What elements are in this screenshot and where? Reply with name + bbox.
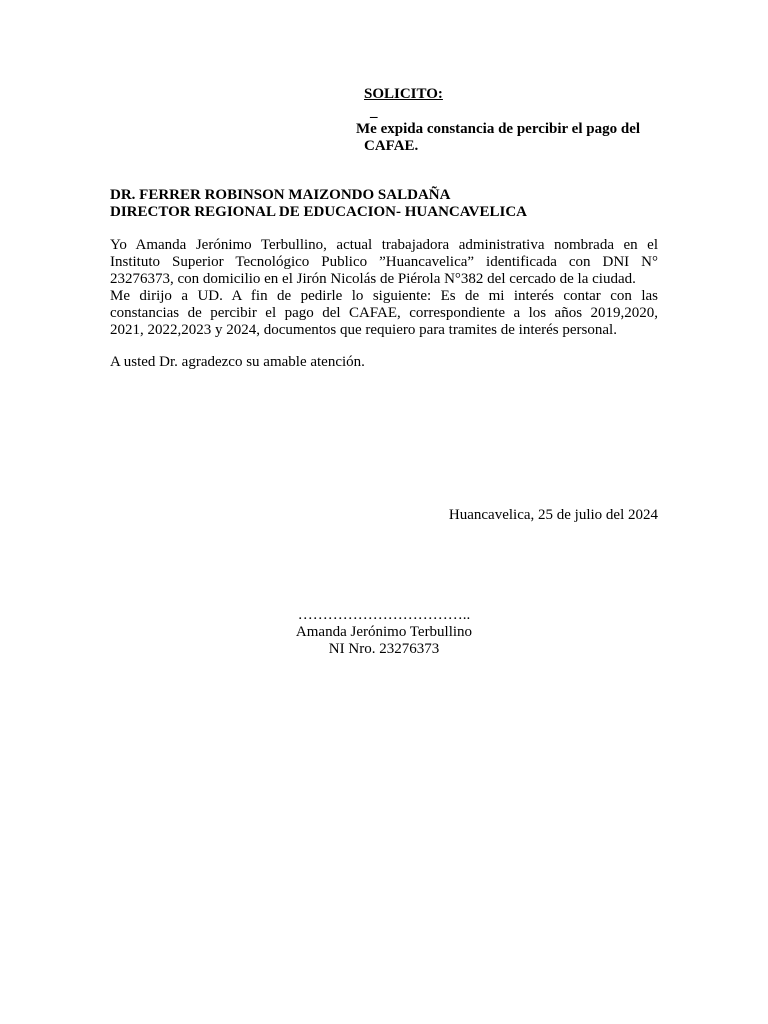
body-paragraph bbox=[110, 237, 658, 339]
solicito-label: SOLICITO: bbox=[364, 86, 443, 102]
solicito-request bbox=[356, 121, 676, 155]
signature-dots: …………………………….. bbox=[297, 607, 471, 623]
body-line: constancias de percibir el pago del CAFAE, correspondiente a los años 2019,2020, bbox=[110, 305, 658, 321]
closing-line: A usted Dr. agradezco su amable atención. bbox=[110, 354, 365, 370]
solicito-request-line-2: CAFAE. bbox=[364, 138, 419, 154]
body-line: Me dirijo a UD. A fin de pedirle lo siguiente: Es de mi interés contar con las bbox=[110, 288, 658, 304]
addressee-name: DR. FERRER ROBINSON MAIZONDO SALDAÑA bbox=[110, 187, 451, 203]
date-line: Huancavelica, 25 de julio del 2024 bbox=[448, 507, 658, 523]
body-line: 23276373, con domicilio en el Jirón Nicolás de Piérola N°382 del cercado de la ciudad. bbox=[110, 271, 636, 287]
solicito-mark: _ bbox=[370, 104, 378, 120]
solicito-request-line-1: Me expida constancia de percibir el pago del bbox=[356, 121, 641, 137]
body-line: 2021, 2022,2023 y 2024, documentos que requiero para tramites de interés personal. bbox=[110, 322, 617, 338]
body-line: Instituto Superior Tecnológico Publico ”Huancavelica” identificada con DNI N° bbox=[110, 254, 658, 270]
signature-block bbox=[234, 607, 534, 658]
signature-id: NI Nro. 23276373 bbox=[328, 641, 440, 657]
body-line: Yo Amanda Jerónimo Terbullino, actual trabajadora administrativa nombrada en el bbox=[110, 237, 658, 253]
addressee-title: DIRECTOR REGIONAL DE EDUCACION- HUANCAVELICA bbox=[110, 204, 528, 220]
signature-name: Amanda Jerónimo Terbullino bbox=[295, 624, 473, 640]
addressee-block bbox=[110, 187, 527, 221]
solicito-block bbox=[356, 86, 676, 155]
